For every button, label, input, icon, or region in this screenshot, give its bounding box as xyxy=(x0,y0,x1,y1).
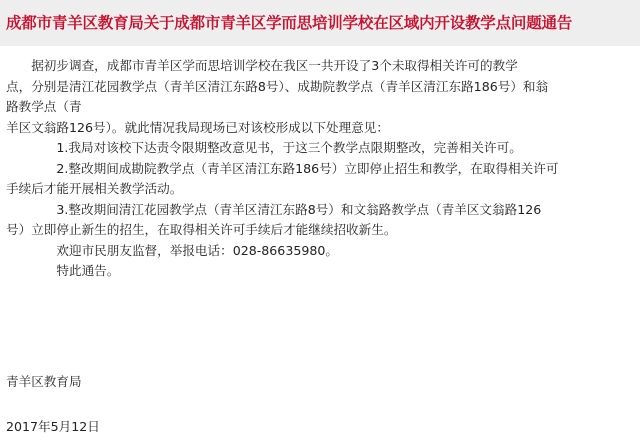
item-3-line-2: 号）立即停止新生的招生，在取得相关许可手续后才能继续招收新生。 xyxy=(6,222,397,237)
title-band xyxy=(0,0,640,46)
notice-body xyxy=(6,56,626,282)
issuer-signature: 青羊区教育局 xyxy=(6,374,82,389)
issue-date: 2017年5月12日 xyxy=(6,419,100,434)
item-2-line-1: 2.整改期间成勘院教学点（青羊区清江东路186号）立即停止招生和教学，在取得相关许可 xyxy=(56,160,559,176)
item-1-line-1: 1.我局对该校下达责令限期整改意见书，于这三个教学点限期整改，完善相关许可。 xyxy=(56,140,522,155)
notice-title: 成都市青羊区教育局关于成都市青羊区学而思培训学校在区域内开设教学点问题通告 xyxy=(6,14,573,32)
intro-line-4: 羊区文翁路126号）。就此情况我局现场已对该校形成以下处理意见： xyxy=(6,119,389,135)
closing-line: 特此通告。 xyxy=(56,263,120,278)
intro-line-1: 据初步调查，成都市青羊区学而思培训学校在我区一共开设了3个未取得相关许可的教学 xyxy=(31,58,518,73)
item-2-line-2: 手续后才能开展相关教学活动。 xyxy=(6,181,183,196)
supervision-line: 欢迎市民朋友监督，举报电话：028-86635980。 xyxy=(56,242,338,258)
intro-line-3: 路教学点（青 xyxy=(6,99,82,114)
intro-line-2: 点，分别是清江花园教学点（青羊区清江东路8号）、成勘院教学点（青羊区清江东路186号）和翁 xyxy=(6,78,549,94)
item-3-line-1: 3.整改期间清江花园教学点（青羊区清江东路8号）和文翁路教学点（青羊区文翁路126 xyxy=(56,201,542,217)
